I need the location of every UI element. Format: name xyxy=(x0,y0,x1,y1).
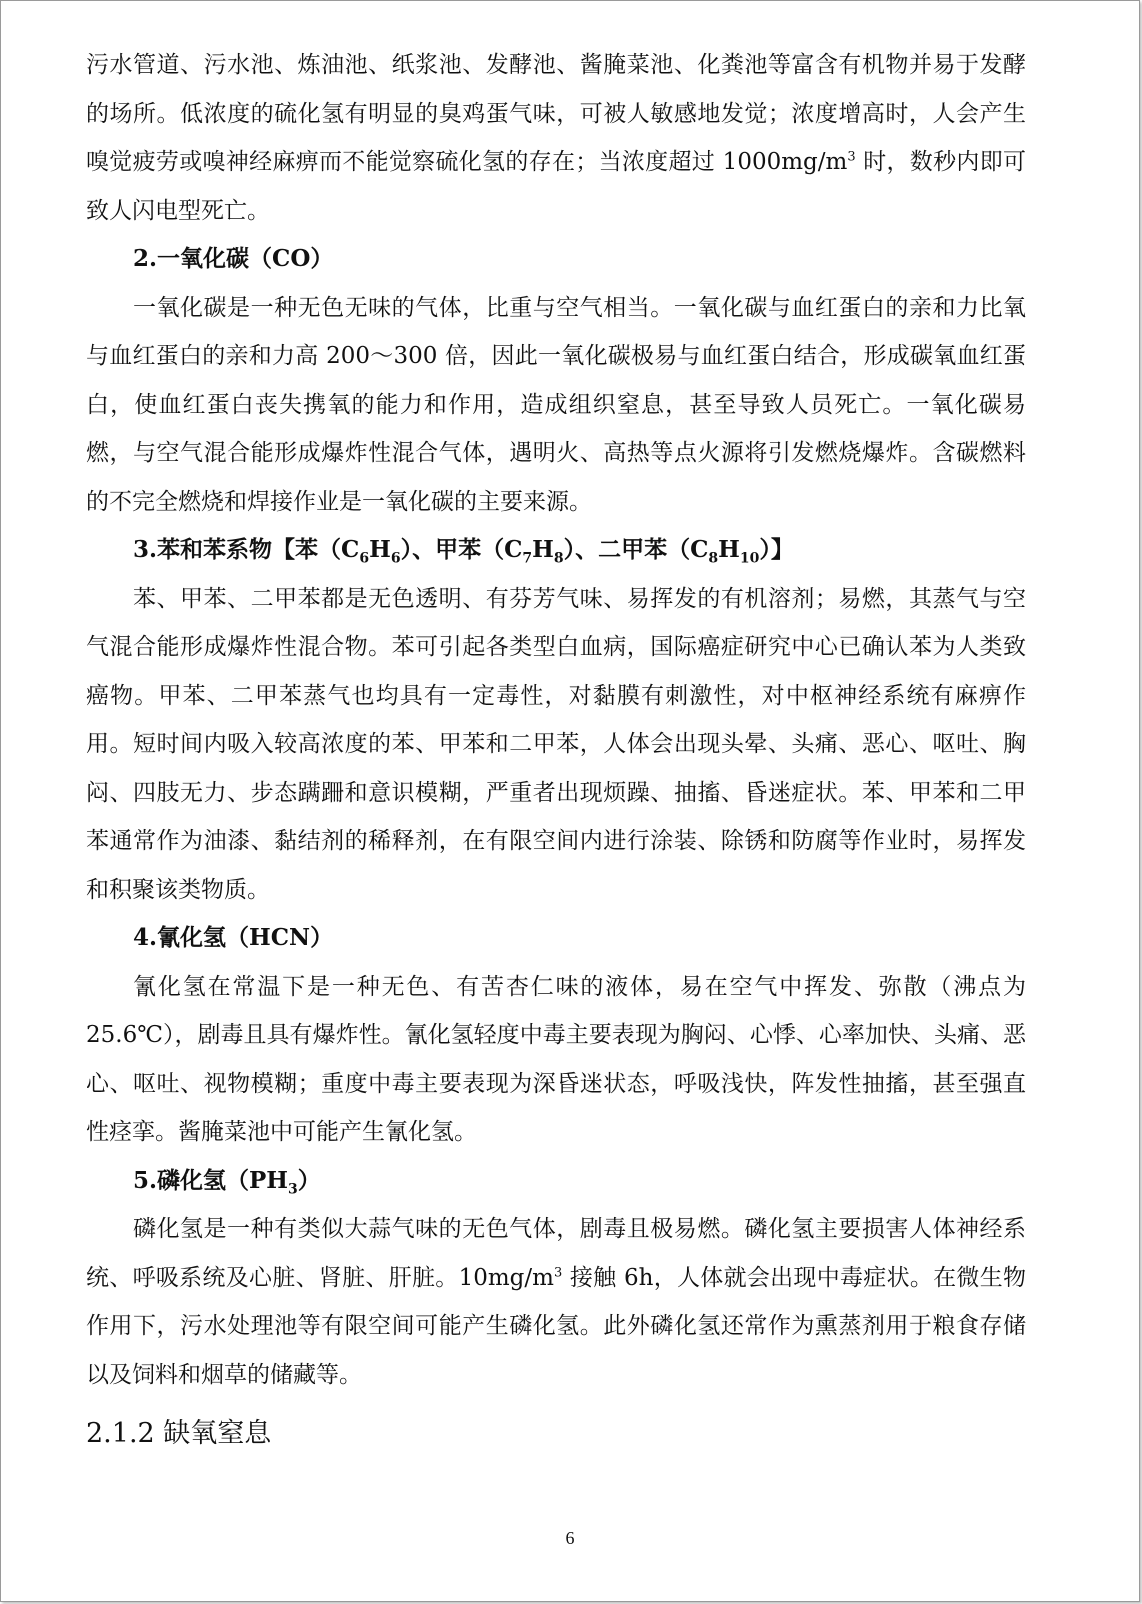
subscript: 6 xyxy=(390,550,401,567)
paragraph-text: 磷化氢是一种有类似大蒜气味的无色气体，剧毒且极易燃。磷化氢主要损害人体神经系统、呼吸系统及心脏、肾脏、肝脏。10mg/m xyxy=(86,1216,1026,1291)
paragraph-carbon-monoxide: 一氧化碳是一种无色无味的气体，比重与空气相当。一氧化碳与血红蛋白的亲和力比氧与血红蛋白的亲和力高 200～300 倍，因此一氧化碳极易与血红蛋白结合，形成碳氧血红蛋白，使血红蛋白丧失携氧的能力和作用，造成组织窒息，甚至导致人员死亡。一氧化碳易燃，与空气混合能形成爆炸性混合气体，遇明火、高热等点火源将引发燃烧爆炸。含碳燃料的不完全燃烧和焊接作业是一氧化碳的主要来源。 xyxy=(86,294,1026,515)
paragraph-text: 污水管道、污水池、炼油池、纸浆池、发酵池、酱腌菜池、化粪池等富含有机物并易于发酵的场所。低浓度的硫化氢有明显的臭鸡蛋气味，可被人敏感地发觉；浓度增高时，人会产生嗅觉疲劳或嗅神经麻痹而不能觉察硫化氢的存在；当浓度超过 1000mg/m xyxy=(86,52,1026,175)
subscript: 6 xyxy=(359,550,370,567)
paragraph-h2s-continuation xyxy=(86,41,1026,235)
subscript: 3 xyxy=(288,1181,298,1198)
heading-text: H xyxy=(718,536,740,563)
subscript: 8 xyxy=(553,550,564,567)
heading-text: 5.磷化氢（PH xyxy=(133,1166,289,1194)
heading-text: ） xyxy=(297,1166,321,1194)
heading-benzene xyxy=(86,526,1026,575)
subscript: 8 xyxy=(708,550,719,567)
superscript: 3 xyxy=(553,1264,563,1280)
heading-carbon-monoxide: 2.一氧化碳（CO） xyxy=(133,245,334,272)
paragraph-hydrogen-cyanide: 氰化氢在常温下是一种无色、有苦杏仁味的液体，易在空气中挥发、弥散（沸点为 25.6℃），剧毒且具有爆炸性。氰化氢轻度中毒主要表现为胸闷、心悸、心率加快、头痛、恶心、呕吐、视物模糊；重度中毒主要表现为深昏迷状态，呼吸浅快，阵发性抽搐，甚至强直性痉挛。酱腌菜池中可能产生氰化氢。 xyxy=(86,973,1026,1145)
heading-text: H xyxy=(369,536,391,563)
paragraph-text: 接触 6h，人体就会出现中毒症状。在微生物作用下，污水处理池等有限空间可能产生磷化氢。此外磷化氢还常作为熏蒸剂用于粮食存储以及饲料和烟草的储藏等。 xyxy=(86,1264,1026,1388)
section-heading-hypoxia: 2.1.2 缺氧窒息 xyxy=(86,1418,272,1449)
subscript: 7 xyxy=(522,550,533,567)
heading-text: 3.苯和苯系物【苯（C xyxy=(133,536,360,563)
heading-text: H xyxy=(532,536,554,563)
subscript: 10 xyxy=(739,550,760,567)
page-content xyxy=(86,41,1026,1459)
superscript: 3 xyxy=(847,149,856,165)
heading-text: ）、二甲苯（C xyxy=(563,536,709,563)
heading-phosphine xyxy=(86,1157,1026,1206)
paragraph-text: 时，数秒内即可致人闪电型死亡。 xyxy=(86,149,1026,224)
heading-text: ）、甲苯（C xyxy=(400,536,523,563)
heading-text: ）】 xyxy=(759,536,794,563)
heading-hydrogen-cyanide: 4.氰化氢（HCN） xyxy=(133,924,334,951)
page-number: 6 xyxy=(565,1528,575,1548)
paragraph-benzene: 苯、甲苯、二甲苯都是无色透明、有芬芳气味、易挥发的有机溶剂；易燃，其蒸气与空气混合能形成爆炸性混合物。苯可引起各类型白血病，国际癌症研究中心已确认苯为人类致癌物。甲苯、二甲苯蒸气也均具有一定毒性，对黏膜有刺激性，对中枢神经系统有麻痹作用。短时间内吸入较高浓度的苯、甲苯和二甲苯，人体会出现头晕、头痛、恶心、呕吐、胸闷、四肢无力、步态蹒跚和意识模糊，严重者出现烦躁、抽搐、昏迷症状。苯、甲苯和二甲苯通常作为油漆、黏结剂的稀释剂，在有限空间内进行涂装、除锈和防腐等作业时，易挥发和积聚该类物质。 xyxy=(86,585,1026,903)
paragraph-phosphine xyxy=(86,1205,1026,1399)
